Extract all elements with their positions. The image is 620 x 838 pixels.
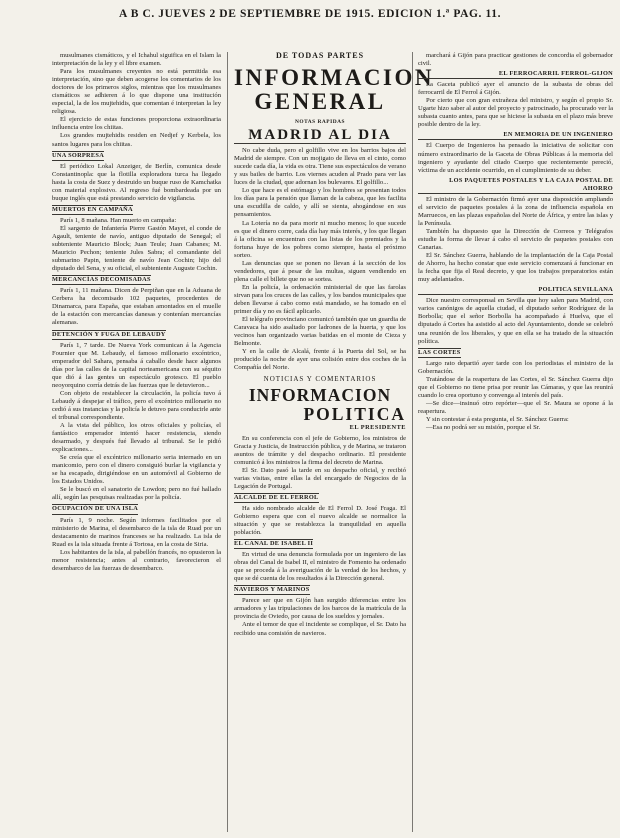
section-heading: ALCALDE DE EL FERROL: [234, 493, 319, 503]
paragraph: El Sr. Dato pasó la tarde en su despacho oficial, y recibió varias visitas, entre ellas la del encargado de Negocios de la Legación de Portugal.: [234, 466, 406, 490]
column-divider: [412, 52, 413, 832]
section-heading: OCUPACIÓN DE UNA ISLA: [52, 504, 138, 514]
paragraph: Los habitantes de la isla, al pabellón francés, no opusieron la menor resistencia; antes al contrario, favorecieron el desembarco de las fuerzas de desembarco.: [52, 548, 221, 572]
section-kicker: DE TODAS PARTES: [275, 51, 365, 60]
paragraph: A la vista del público, los otros oficiales y policías, el fantástico emperador intentó hacer resistencia, siendo desarmado, y después fué llevado al tribunal. Se le pidió explicaciones...: [52, 422, 221, 454]
paragraph: Las denuncias que se ponen no llevan á la sección de los vendedores, que á pesar de las multas, siguen vendiendo en plena calle el billete que no se sortea.: [234, 259, 406, 283]
paragraph: La Lotería no da para morir ni mucho menos; lo que sucede es que el dinero corre, cada día hay más interés, y los que llegan á la oficina se encuentran con las listas de los premiados y la fortuna huye de los pobres como siempre, hasta el próximo sorteo.: [234, 219, 406, 259]
section-heading: MUERTOS EN CAMPAÑA: [52, 205, 133, 215]
paragraph: En su conferencia con el jefe de Gobierno, los ministros de Gracia y Justicia, de Instrucción pública, y de Marina, se trataron asuntos de trámite y del despacho ordinario. El presidente comunicó á los ministros la firma del decreto de Marina.: [234, 434, 406, 466]
paragraph: París 1, 8 mañana. Han muerto en campaña:: [60, 216, 177, 224]
paragraph: Se le buscó en el sanatorio de Lowdon; pero no fué hallado allí, según las pesquisas realizadas por la policía.: [52, 486, 221, 502]
section-heading: POLITICA SEVILLANA: [418, 286, 613, 295]
section-heading: UNA SORPRESA: [52, 151, 104, 161]
paragraph: Los grandes mujtehidis residen en Nedjef y Kerbela, los santos lugares para los chiitas.: [52, 132, 221, 148]
section-heading: DETENCIÓN Y FUGA DE LEBAUDY: [52, 330, 166, 340]
section-heading: LOS PAQUETES POSTALES Y LA CAJA POSTAL DE AHORRO: [418, 177, 613, 194]
column-divider: [227, 52, 228, 832]
paragraph: Lo que hace es el estómago y los hombres se presentan todos los días para la pensión que llaman de la cabeza, que les facilita una escudilla de caldo, y allí se sienta, ahogándose en sus pensamientos.: [234, 187, 406, 219]
column-center: [234, 51, 434, 834]
column-right: [418, 52, 613, 834]
paragraph: Tratándose de la reapertura de las Cortes, el Sr. Sánchez Guerra dijo que el Gobierno no tiene prisa por reunir las Cámaras, y que las reunirá cuando lo crea oportuno y convenga al interés del país.: [418, 375, 613, 399]
headline: INFORMACION GENERAL: [234, 65, 434, 115]
paragraph: Ha sido nombrado alcalde de El Ferrol D. José Fraga. El Gobierno espera que con el nuevo alcalde se normalice la situación y que se restablezca la tranquilidad en aquella población.: [234, 504, 406, 537]
paragraph: También ha dispuesto que la Dirección de Correos y Telégrafos estudie la forma de llevar á cabo el servicio de paquetes postales con Canarias.: [418, 227, 613, 252]
paragraph: En la policía, la ordenación ministerial de que las farolas sirvan para los cruces de las calles, y los bandos municipales que deben llevarse á cabo como está mandado, se ha tomado en el primer día y no es fácil aplicarlo.: [234, 283, 406, 316]
paragraph: El ejercicio de estas funciones proporciona extraordinaria influencia entre los chiitas.: [52, 116, 221, 132]
paragraph: Se creía que el excéntrico millonario seria internado en un manicomio, pero con el dinero consiguió burlar la vigilancia y se ha escapado, dirigiéndose en un automóvil al Gobierno de los Estados Unidos.: [52, 454, 221, 486]
paragraph: musulmanes cismáticos, y el Ichahul siguifica en el Islam la interpretación de la ley y el libre examen.: [52, 52, 221, 68]
paragraph: La Gaceta publicó ayer el anuncio de la subasta de obras del ferrocarril de El Ferrol á Gijón.: [418, 81, 613, 97]
paragraph: El Sr. Sánchez Guerra, hablando de la implantación de la Caja Postal de Ahorro, ha hecho constar que este servicio comenzará á funcionar en la fecha que fija el Real decreto, y que los trabajos preparatorios están muy adelantados.: [418, 252, 613, 284]
headline: INFORMACION: [248, 385, 392, 406]
paragraph: París 1, 7 tarde. De Nueva York comunican á la Agencia Fournier que M. Lebaudy, el famoso millonario excéntrico, emperador del Sahara, pensaba á caballo desde hace algunos días por las calles de la capital norteamericana con su séquito que dió á las gentes un espectáculo grotesco. El pueblo neoyorquino corría detrás de las fuerzas que le detuvieron...: [52, 341, 221, 389]
paragraph: marchará á Gijón para practicar gestiones de concordia el gobernador civil.: [418, 52, 613, 68]
paragraph: Y sin contestar á esta pregunta, el Sr. Sánchez Guerra:: [426, 415, 569, 423]
paragraph: El Cuerpo de Ingenieros ha pensado la iniciativa de solicitar con número extraordinario de la Gaceta de Obras Públicas á la memoria del ingeniero y ayudante del citado Cuerpo que recientemente pereció, víctima de un accidente ocurrido, en el cumplimiento de su deber.: [418, 142, 613, 174]
section-heading: EL PRESIDENTE: [349, 424, 406, 432]
paragraph: Parece ser que en Gijón han surgido diferencias entre los armadores y las tripulaciones de los barcos de la matrícula de la provincia de Oviedo, por causa de los sueldos y jornales.: [234, 597, 406, 621]
section-heading: MERCANCÍAS DECOMISADAS: [52, 275, 151, 285]
section-heading: EN MEMORIA DE UN INGENIERO: [418, 131, 613, 140]
section-divider: NOTICIAS Y COMENTARIOS: [263, 375, 377, 384]
section-heading: NAVIEROS Y MARINOS: [234, 585, 310, 595]
headline: POLITICA: [303, 404, 406, 425]
subsection-kicker: NOTAS RAPIDAS: [295, 119, 345, 126]
paragraph: El telégrafo provinciano comunicó también que un guardia de Caravaca ha sido asaltado por ladrones de la huerta, y que los vecinos han organizado varias batidas en el monte de Cieza y Belmonte.: [234, 316, 406, 348]
section-heading: LAS CORTES: [418, 348, 461, 358]
section-heading: EL FERROCARRIL FERROL-GIJON: [418, 70, 613, 79]
paragraph: En virtud de una denuncia formulada por un ingeniero de las obras del Canal de Isabel II, el ministro de Fomento ha ordenado que se proceda á la averiguación de la verdad de los hechos, y que se dé cuenta de los resultados á la Dirección general.: [234, 551, 406, 583]
paragraph: El ministro de la Gobernación firmó ayer una disposición ampliando el servicio de paquetes postales á la zona de influencia española en Marruecos, en las plazas españolas del Norte de África, y entre las islas y la Península.: [418, 195, 613, 227]
paragraph: —Esa no podrá ser su misión, porque el Sr.: [426, 424, 541, 432]
section-heading: EL CANAL DE ISABEL II: [234, 539, 313, 549]
paragraph: Largo rato departió ayer tarde con los periodistas el ministro de la Gobernación.: [418, 359, 613, 375]
paragraph: El sargento de Infantería Pierre Gastón Mayet, el conde de Agault, teniente de navío, antiguo diputado de Senegal; el subteniente Mauricio Block; Juan Teule; Juan Cabanes; M. Mauricio Pechon; teniente Jules Sabra; el comandante del submarino Papin, teniente de navío Jean Cochin; hijo del diputado del Sena, y su oficial, el subteniente Auguste Cochin.: [52, 224, 221, 273]
paragraph: Y en la calle de Alcalá, frente á la Puerta del Sol, se ha producido la noche de ayer una colisión entre dos coches de la Compañía del Norte.: [234, 348, 406, 372]
column-left: [52, 52, 221, 834]
paragraph: París 1, 11 mañana. Dicen de Perpiñan que en la Aduana de Cerbera ha decomisado 102 paquetes, procedentes de Dinamarca, para España, que estaban amontados en el muelle de la estación con mercancías danesas y contenían mercancías alemanas.: [52, 287, 221, 327]
paragraph: No cabe duda, pero el golfillo vive en los barrios bajos del Madrid de siempre. Con un mojigato de lleva en el cinto, como sucede cada día, la vida es otra. Tiene sus espectáculos de verano y sus bailes de barrio. Los viernes acuden al Prado para ver las luces de la ciudad, que adornan los bulevares. El golfillo...: [234, 147, 406, 187]
paragraph: París 1, 9 noche. Según informes facilitados por el ministerio de Marina, el desembarco de la isla de Ruad por un destacamento de marinos franceses se ha realizado. La isla de Ruad es la isla situada frente á Tortosa, en la costa de Siria.: [52, 516, 221, 548]
paragraph: Por cierto que con gran extrañeza del ministro, y según el propio Sr. Ugarte hizo saber al autor del proyecto y patrocinado, ha procurado ver la subasta cuanto antes, para que se hiciese la subasta en el plazo más breve posible dentro de la ley.: [418, 97, 613, 129]
page-header: A B C. JUEVES 2 DE SEPTIEMBRE DE 1915. EDICION 1.ª PAG. 11.: [118, 8, 502, 20]
paragraph: Dice nuestro corresponsal en Sevilla que hoy salen para Madrid, con varios canónigos de aquella ciudad, el diputado señor Rodríguez de la Borbolla; que el señor Borbolla ha acompañado á Huelva, que el diputado á Cortes ha asistido al acto del Ayuntamiento, donde se celebró una reunión de los liberales, y que en ella se ha tratado de la situación política.: [418, 297, 613, 345]
paragraph: —Se dice—insinuó otro repórter—que el Sr. Maura se opone á la reapertura.: [418, 399, 613, 415]
paragraph: Ante el temor de que el incidente se complique, el Sr. Dato ha recibido una comisión de navieros.: [234, 621, 406, 637]
paragraph: Para los musulmanes creyentes no está permitida esa interpretación, sino que deben acogerse los comentarios de los doctores de los primeros siglos, mientras que los musulmanes cismáticos se adhieren á lo que dispone una institución especial, la de los mujtehidis, que comentan é interpretan la ley religiosa.: [52, 68, 221, 116]
paragraph: Con objeto de restablecer la circulación, la policía tuvo á Lebaudy á despejar el tráfico, pero el excéntrico millonario no cedió á sus instancias y la policía le detuvo para conducirle ante el tribunal correspondiente.: [52, 389, 221, 421]
section-title: MADRID AL DIA: [234, 127, 406, 144]
paragraph: El periódico Lokal Anzeiger, de Berlín, comunica desde Constantinopla: que la flotilla exploradora turca ha llegado hasta la costa de Suez y destruido un buque ruso de Kamchatka con material explosivo. Al regreso fué bombardeada por un buque inglés que está prestando servicio de vigilancia.: [52, 162, 221, 202]
